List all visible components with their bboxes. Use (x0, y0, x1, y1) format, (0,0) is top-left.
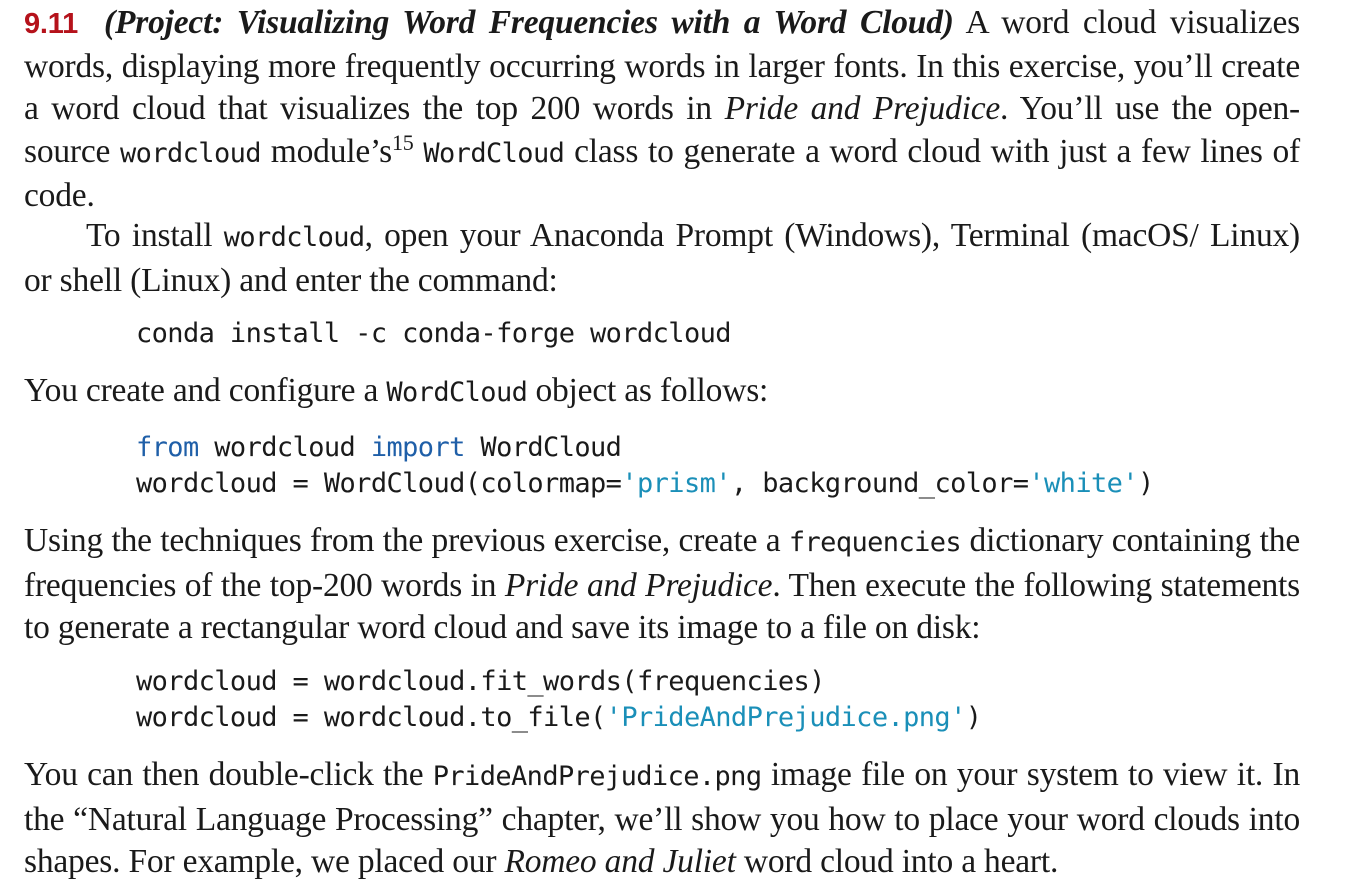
install-command-code: conda install -c conda-forge wordcloud (136, 318, 731, 349)
frequencies-paragraph: Using the techniques from the previous exercise, create a frequencies dictionary containing the frequencies of the top-200 words in Pride and Prejudice. Then execute the following statements to generate a rectangular word cloud and save its image to a file on disk: (24, 522, 1300, 646)
code-line: wordcloud = wordcloud.to_file('PrideAndPrejudice.png') (136, 702, 982, 733)
inline-code-class: WordCloud (386, 377, 528, 408)
code-line: from wordcloud import WordCloud (136, 432, 622, 463)
inline-code-module: wordcloud (223, 222, 365, 253)
inline-code-variable: frequencies (788, 527, 962, 558)
configure-code-block (136, 430, 1154, 502)
code-line: wordcloud = wordcloud.fit_words(frequencies) (136, 666, 825, 697)
book-title: Romeo and Juliet (504, 843, 736, 880)
closing-paragraph: You can then double-click the PrideAndPrejudice.png image file on your system to view it. In the “Natural Language Processing” chapter, we’ll show you how to place your word clouds into shapes. For example, we placed our Romeo and Juliet word cloud into a heart. (24, 756, 1300, 880)
footnote-marker[interactable]: 15 (391, 129, 414, 155)
exercise-number: 9.11 (24, 8, 79, 40)
configure-paragraph: You create and configure a WordCloud object as follows: (24, 372, 769, 409)
install-paragraph: To install wordcloud, open your Anaconda Prompt (Windows), Terminal (macOS/ Linux) or shell (Linux) and enter the command: (24, 217, 1301, 299)
book-title: Pride and Prejudice (724, 90, 1001, 127)
exercise-intro-paragraph: 9.11 (Project: Visualizing Word Frequencies with a Word Cloud) A word cloud visualizes words, displaying more frequently occurring words in larger fonts. In this exercise, you’ll create a word cloud that visualizes the top 200 words in Pride and Prejudice. You’ll use the open-source wordcloud module’s$^{15}$ WordCloud class to generate a word cloud with just a few lines of code. (24, 4, 1301, 214)
code-line: wordcloud = WordCloud(colormap='prism', background_color='white') (136, 468, 1154, 499)
inline-code-module: wordcloud (120, 137, 261, 169)
inline-code-class: WordCloud (423, 137, 565, 169)
exercise-title: (Project: Visualizing Word Frequencies with a Word Cloud) (104, 4, 954, 41)
inline-code-filename: PrideAndPrejudice.png (432, 761, 762, 792)
fit-and-save-code-block (136, 664, 981, 736)
book-title: Pride and Prejudice (504, 566, 773, 604)
